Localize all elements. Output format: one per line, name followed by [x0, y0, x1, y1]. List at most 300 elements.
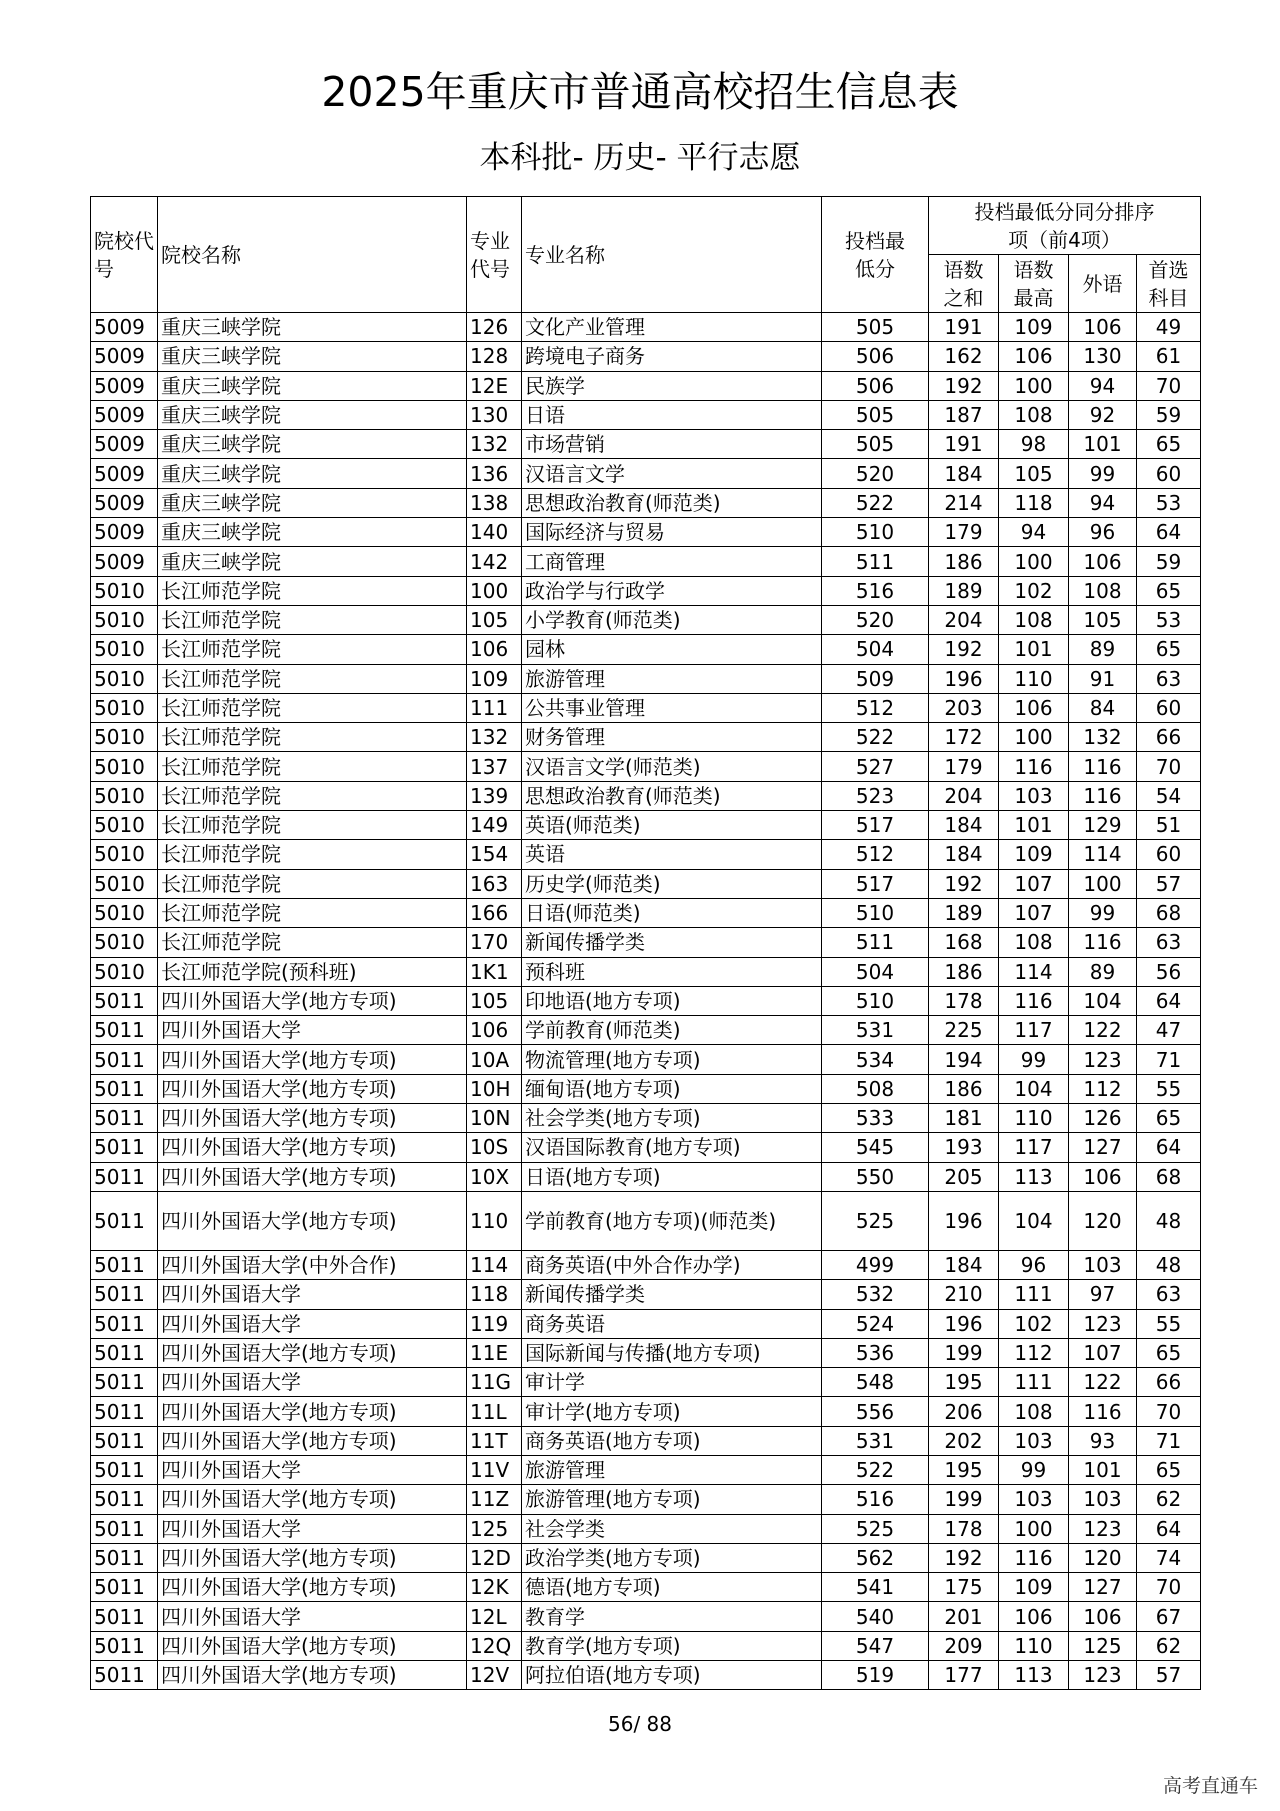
- cell-chinese-math-max: 100: [999, 547, 1069, 576]
- cell-school-name: 四川外国语大学(地方专项): [158, 1045, 467, 1074]
- cell-chinese-math-max: 110: [999, 1631, 1069, 1660]
- table-row: [91, 488, 1201, 517]
- cell-major-code: 10S: [467, 1133, 522, 1162]
- cell-first-subject: 56: [1137, 957, 1201, 986]
- cell-min-score: 520: [822, 605, 929, 634]
- table-row: [91, 1514, 1201, 1543]
- cell-major-name: 社会学类: [522, 1514, 822, 1543]
- table-row: [91, 605, 1201, 634]
- cell-chinese-math-sum: 199: [929, 1338, 999, 1367]
- cell-major-name: 国际经济与贸易: [522, 518, 822, 547]
- cell-min-score: 534: [822, 1045, 929, 1074]
- cell-min-score: 525: [822, 1191, 929, 1250]
- cell-chinese-math-sum: 196: [929, 1309, 999, 1338]
- cell-chinese-math-sum: 193: [929, 1133, 999, 1162]
- cell-min-score: 531: [822, 1426, 929, 1455]
- cell-min-score: 505: [822, 400, 929, 429]
- table-row: [91, 986, 1201, 1015]
- header-foreign-language: 外语: [1069, 255, 1137, 313]
- cell-school-code: 5011: [91, 986, 158, 1015]
- cell-school-code: 5011: [91, 1162, 158, 1191]
- cell-first-subject: 51: [1137, 811, 1201, 840]
- cell-chinese-math-max: 103: [999, 781, 1069, 810]
- cell-major-name: 商务英语(地方专项): [522, 1426, 822, 1455]
- table-row: [91, 1280, 1201, 1309]
- cell-chinese-math-sum: 199: [929, 1485, 999, 1514]
- cell-foreign-language: 91: [1069, 664, 1137, 693]
- cell-chinese-math-max: 106: [999, 342, 1069, 371]
- cell-school-name: 重庆三峡学院: [158, 400, 467, 429]
- header-min-score: 投档最低分: [822, 197, 929, 313]
- cell-chinese-math-max: 110: [999, 664, 1069, 693]
- header-school-name: 院校名称: [158, 197, 467, 313]
- cell-first-subject: 48: [1137, 1250, 1201, 1279]
- admission-table: [90, 196, 1201, 1690]
- cell-major-name: 财务管理: [522, 723, 822, 752]
- cell-foreign-language: 125: [1069, 1631, 1137, 1660]
- cell-chinese-math-sum: 184: [929, 811, 999, 840]
- cell-major-code: 126: [467, 313, 522, 342]
- cell-min-score: 508: [822, 1074, 929, 1103]
- cell-foreign-language: 84: [1069, 693, 1137, 722]
- cell-chinese-math-sum: 177: [929, 1661, 999, 1690]
- cell-major-code: 12L: [467, 1602, 522, 1631]
- table-row: [91, 1543, 1201, 1572]
- cell-first-subject: 53: [1137, 488, 1201, 517]
- cell-major-code: 10H: [467, 1074, 522, 1103]
- cell-min-score: 536: [822, 1338, 929, 1367]
- cell-foreign-language: 126: [1069, 1104, 1137, 1133]
- cell-school-code: 5011: [91, 1074, 158, 1103]
- table-row: [91, 1573, 1201, 1602]
- cell-chinese-math-max: 104: [999, 1074, 1069, 1103]
- cell-chinese-math-sum: 178: [929, 1514, 999, 1543]
- cell-chinese-math-max: 102: [999, 1309, 1069, 1338]
- cell-school-name: 四川外国语大学(地方专项): [158, 1543, 467, 1572]
- cell-chinese-math-sum: 201: [929, 1602, 999, 1631]
- table-row: [91, 723, 1201, 752]
- header-first-subject: 首选科目: [1137, 255, 1201, 313]
- cell-first-subject: 64: [1137, 1133, 1201, 1162]
- cell-foreign-language: 114: [1069, 840, 1137, 869]
- cell-school-code: 5011: [91, 1573, 158, 1602]
- cell-foreign-language: 106: [1069, 1162, 1137, 1191]
- cell-foreign-language: 116: [1069, 928, 1137, 957]
- cell-school-name: 四川外国语大学: [158, 1514, 467, 1543]
- cell-min-score: 533: [822, 1104, 929, 1133]
- cell-major-name: 英语: [522, 840, 822, 869]
- cell-min-score: 562: [822, 1543, 929, 1572]
- cell-major-name: 德语(地方专项): [522, 1573, 822, 1602]
- cell-foreign-language: 108: [1069, 576, 1137, 605]
- table-row: [91, 459, 1201, 488]
- cell-chinese-math-sum: 175: [929, 1573, 999, 1602]
- cell-major-code: 110: [467, 1191, 522, 1250]
- cell-foreign-language: 123: [1069, 1661, 1137, 1690]
- cell-min-score: 523: [822, 781, 929, 810]
- cell-foreign-language: 103: [1069, 1250, 1137, 1279]
- cell-school-name: 四川外国语大学(地方专项): [158, 1573, 467, 1602]
- table-row: [91, 1309, 1201, 1338]
- cell-chinese-math-sum: 195: [929, 1455, 999, 1484]
- cell-chinese-math-max: 101: [999, 635, 1069, 664]
- cell-min-score: 511: [822, 547, 929, 576]
- cell-chinese-math-max: 107: [999, 869, 1069, 898]
- cell-min-score: 511: [822, 928, 929, 957]
- cell-min-score: 556: [822, 1397, 929, 1426]
- cell-school-code: 5010: [91, 840, 158, 869]
- cell-chinese-math-sum: 191: [929, 430, 999, 459]
- cell-min-score: 545: [822, 1133, 929, 1162]
- table-row: [91, 430, 1201, 459]
- cell-min-score: 525: [822, 1514, 929, 1543]
- cell-school-code: 5011: [91, 1104, 158, 1133]
- cell-chinese-math-max: 106: [999, 693, 1069, 722]
- table-row: [91, 693, 1201, 722]
- cell-school-name: 长江师范学院: [158, 752, 467, 781]
- table-row: [91, 840, 1201, 869]
- cell-school-code: 5010: [91, 605, 158, 634]
- page-title: 2025年重庆市普通高校招生信息表: [321, 68, 959, 116]
- cell-major-code: 106: [467, 635, 522, 664]
- cell-first-subject: 67: [1137, 1602, 1201, 1631]
- cell-min-score: 531: [822, 1016, 929, 1045]
- cell-first-subject: 66: [1137, 1368, 1201, 1397]
- table-row: [91, 1162, 1201, 1191]
- cell-major-code: 109: [467, 664, 522, 693]
- table-row: [91, 547, 1201, 576]
- cell-school-code: 5011: [91, 1309, 158, 1338]
- header-chinese-math-max: 语数最高: [999, 255, 1069, 313]
- cell-major-name: 教育学(地方专项): [522, 1631, 822, 1660]
- table-row: [91, 1485, 1201, 1514]
- cell-chinese-math-sum: 192: [929, 1543, 999, 1572]
- header-school-code: 院校代号: [91, 197, 158, 313]
- cell-major-code: 137: [467, 752, 522, 781]
- table-row: [91, 1338, 1201, 1367]
- cell-school-code: 5009: [91, 459, 158, 488]
- cell-major-code: 10X: [467, 1162, 522, 1191]
- cell-school-name: 四川外国语大学: [158, 1280, 467, 1309]
- cell-major-code: 114: [467, 1250, 522, 1279]
- cell-first-subject: 48: [1137, 1191, 1201, 1250]
- cell-chinese-math-max: 110: [999, 1104, 1069, 1133]
- cell-school-code: 5011: [91, 1045, 158, 1074]
- cell-school-name: 长江师范学院(预科班): [158, 957, 467, 986]
- cell-first-subject: 63: [1137, 1280, 1201, 1309]
- cell-major-name: 园林: [522, 635, 822, 664]
- cell-min-score: 522: [822, 723, 929, 752]
- cell-chinese-math-sum: 162: [929, 342, 999, 371]
- cell-foreign-language: 123: [1069, 1514, 1137, 1543]
- cell-min-score: 506: [822, 371, 929, 400]
- cell-chinese-math-sum: 196: [929, 664, 999, 693]
- page-subtitle: 本科批- 历史- 平行志愿: [479, 140, 801, 176]
- cell-school-code: 5010: [91, 869, 158, 898]
- cell-chinese-math-max: 118: [999, 488, 1069, 517]
- cell-chinese-math-sum: 202: [929, 1426, 999, 1455]
- cell-major-code: 11Z: [467, 1485, 522, 1514]
- cell-first-subject: 70: [1137, 1573, 1201, 1602]
- table-row: [91, 1045, 1201, 1074]
- cell-major-code: 12Q: [467, 1631, 522, 1660]
- cell-foreign-language: 105: [1069, 605, 1137, 634]
- cell-min-score: 547: [822, 1631, 929, 1660]
- cell-first-subject: 71: [1137, 1426, 1201, 1455]
- cell-first-subject: 62: [1137, 1631, 1201, 1660]
- cell-foreign-language: 116: [1069, 781, 1137, 810]
- cell-major-name: 小学教育(师范类): [522, 605, 822, 634]
- table-row: [91, 664, 1201, 693]
- cell-major-name: 英语(师范类): [522, 811, 822, 840]
- cell-chinese-math-max: 103: [999, 1426, 1069, 1455]
- cell-major-code: 118: [467, 1280, 522, 1309]
- cell-major-code: 105: [467, 986, 522, 1015]
- cell-first-subject: 65: [1137, 576, 1201, 605]
- cell-chinese-math-sum: 192: [929, 371, 999, 400]
- cell-chinese-math-max: 102: [999, 576, 1069, 605]
- cell-min-score: 504: [822, 957, 929, 986]
- cell-chinese-math-max: 94: [999, 518, 1069, 547]
- table-row: [91, 1368, 1201, 1397]
- cell-first-subject: 65: [1137, 1455, 1201, 1484]
- cell-min-score: 522: [822, 1455, 929, 1484]
- cell-school-code: 5011: [91, 1485, 158, 1514]
- table-body: [91, 313, 1201, 1690]
- table-row: [91, 1455, 1201, 1484]
- cell-major-code: 10A: [467, 1045, 522, 1074]
- cell-foreign-language: 101: [1069, 430, 1137, 459]
- cell-first-subject: 49: [1137, 313, 1201, 342]
- cell-min-score: 512: [822, 693, 929, 722]
- table-row: [91, 371, 1201, 400]
- cell-foreign-language: 96: [1069, 518, 1137, 547]
- cell-major-code: 142: [467, 547, 522, 576]
- cell-min-score: 550: [822, 1162, 929, 1191]
- cell-school-name: 长江师范学院: [158, 605, 467, 634]
- cell-chinese-math-sum: 178: [929, 986, 999, 1015]
- cell-chinese-math-sum: 195: [929, 1368, 999, 1397]
- cell-school-name: 长江师范学院: [158, 811, 467, 840]
- table-row: [91, 781, 1201, 810]
- cell-major-code: 12E: [467, 371, 522, 400]
- cell-school-code: 5011: [91, 1661, 158, 1690]
- cell-first-subject: 60: [1137, 459, 1201, 488]
- cell-first-subject: 55: [1137, 1074, 1201, 1103]
- cell-chinese-math-sum: 189: [929, 898, 999, 927]
- cell-first-subject: 65: [1137, 430, 1201, 459]
- cell-major-name: 民族学: [522, 371, 822, 400]
- cell-major-code: 1K1: [467, 957, 522, 986]
- cell-min-score: 540: [822, 1602, 929, 1631]
- cell-foreign-language: 112: [1069, 1074, 1137, 1103]
- cell-foreign-language: 97: [1069, 1280, 1137, 1309]
- cell-major-name: 日语(师范类): [522, 898, 822, 927]
- cell-school-code: 5011: [91, 1397, 158, 1426]
- cell-school-name: 四川外国语大学: [158, 1016, 467, 1045]
- cell-school-name: 四川外国语大学(地方专项): [158, 1426, 467, 1455]
- cell-first-subject: 64: [1137, 518, 1201, 547]
- cell-chinese-math-max: 112: [999, 1338, 1069, 1367]
- cell-chinese-math-max: 106: [999, 1602, 1069, 1631]
- cell-min-score: 504: [822, 635, 929, 664]
- cell-major-name: 政治学与行政学: [522, 576, 822, 605]
- cell-foreign-language: 89: [1069, 957, 1137, 986]
- cell-school-name: 重庆三峡学院: [158, 488, 467, 517]
- cell-major-code: 132: [467, 430, 522, 459]
- cell-major-code: 149: [467, 811, 522, 840]
- cell-school-code: 5011: [91, 1280, 158, 1309]
- cell-major-name: 旅游管理: [522, 1455, 822, 1484]
- cell-foreign-language: 107: [1069, 1338, 1137, 1367]
- cell-min-score: 505: [822, 430, 929, 459]
- cell-school-name: 重庆三峡学院: [158, 313, 467, 342]
- cell-chinese-math-max: 100: [999, 1514, 1069, 1543]
- cell-chinese-math-sum: 225: [929, 1016, 999, 1045]
- cell-school-name: 四川外国语大学(中外合作): [158, 1250, 467, 1279]
- cell-min-score: 512: [822, 840, 929, 869]
- cell-chinese-math-sum: 210: [929, 1280, 999, 1309]
- cell-school-name: 长江师范学院: [158, 723, 467, 752]
- cell-first-subject: 60: [1137, 840, 1201, 869]
- cell-min-score: 510: [822, 898, 929, 927]
- cell-school-code: 5011: [91, 1191, 158, 1250]
- cell-major-code: 11T: [467, 1426, 522, 1455]
- header-chinese-math-sum: 语数之和: [929, 255, 999, 313]
- table-row: [91, 1426, 1201, 1455]
- cell-school-name: 四川外国语大学(地方专项): [158, 1191, 467, 1250]
- cell-school-code: 5011: [91, 1368, 158, 1397]
- cell-school-name: 四川外国语大学: [158, 1368, 467, 1397]
- cell-school-code: 5011: [91, 1543, 158, 1572]
- cell-first-subject: 65: [1137, 1338, 1201, 1367]
- cell-major-name: 新闻传播学类: [522, 928, 822, 957]
- cell-first-subject: 64: [1137, 1514, 1201, 1543]
- cell-min-score: 506: [822, 342, 929, 371]
- table-row: [91, 400, 1201, 429]
- cell-school-name: 长江师范学院: [158, 664, 467, 693]
- cell-foreign-language: 94: [1069, 371, 1137, 400]
- cell-first-subject: 71: [1137, 1045, 1201, 1074]
- cell-first-subject: 64: [1137, 986, 1201, 1015]
- cell-major-name: 社会学类(地方专项): [522, 1104, 822, 1133]
- cell-first-subject: 65: [1137, 635, 1201, 664]
- cell-major-code: 111: [467, 693, 522, 722]
- cell-foreign-language: 101: [1069, 1455, 1137, 1484]
- cell-major-name: 汉语国际教育(地方专项): [522, 1133, 822, 1162]
- cell-chinese-math-max: 108: [999, 928, 1069, 957]
- cell-chinese-math-max: 116: [999, 752, 1069, 781]
- table-row: [91, 342, 1201, 371]
- table-row: [91, 928, 1201, 957]
- table-row: [91, 811, 1201, 840]
- cell-chinese-math-max: 100: [999, 723, 1069, 752]
- cell-first-subject: 59: [1137, 547, 1201, 576]
- cell-school-name: 四川外国语大学: [158, 1309, 467, 1338]
- cell-major-code: 138: [467, 488, 522, 517]
- cell-foreign-language: 103: [1069, 1485, 1137, 1514]
- cell-school-name: 重庆三峡学院: [158, 547, 467, 576]
- cell-school-name: 长江师范学院: [158, 576, 467, 605]
- page-number: 56/ 88: [608, 1712, 672, 1736]
- table-row: [91, 576, 1201, 605]
- cell-school-name: 长江师范学院: [158, 635, 467, 664]
- cell-major-code: 136: [467, 459, 522, 488]
- cell-first-subject: 68: [1137, 1162, 1201, 1191]
- cell-major-code: 132: [467, 723, 522, 752]
- cell-major-name: 旅游管理: [522, 664, 822, 693]
- cell-foreign-language: 116: [1069, 752, 1137, 781]
- cell-school-code: 5011: [91, 1455, 158, 1484]
- cell-major-name: 汉语言文学(师范类): [522, 752, 822, 781]
- cell-chinese-math-max: 103: [999, 1485, 1069, 1514]
- cell-chinese-math-sum: 206: [929, 1397, 999, 1426]
- table-row: [91, 898, 1201, 927]
- cell-school-code: 5009: [91, 430, 158, 459]
- cell-school-name: 长江师范学院: [158, 869, 467, 898]
- cell-chinese-math-sum: 179: [929, 752, 999, 781]
- cell-chinese-math-max: 117: [999, 1133, 1069, 1162]
- table-row: [91, 1631, 1201, 1660]
- cell-major-code: 10N: [467, 1104, 522, 1133]
- cell-chinese-math-max: 108: [999, 400, 1069, 429]
- cell-min-score: 527: [822, 752, 929, 781]
- cell-major-name: 国际新闻与传播(地方专项): [522, 1338, 822, 1367]
- cell-chinese-math-max: 116: [999, 1543, 1069, 1572]
- cell-school-name: 长江师范学院: [158, 898, 467, 927]
- cell-first-subject: 59: [1137, 400, 1201, 429]
- cell-school-name: 长江师范学院: [158, 781, 467, 810]
- cell-school-code: 5011: [91, 1631, 158, 1660]
- cell-chinese-math-sum: 191: [929, 313, 999, 342]
- cell-min-score: 517: [822, 811, 929, 840]
- cell-chinese-math-max: 96: [999, 1250, 1069, 1279]
- cell-min-score: 516: [822, 1485, 929, 1514]
- cell-major-name: 汉语言文学: [522, 459, 822, 488]
- cell-min-score: 548: [822, 1368, 929, 1397]
- cell-foreign-language: 100: [1069, 869, 1137, 898]
- cell-major-code: 128: [467, 342, 522, 371]
- cell-major-code: 139: [467, 781, 522, 810]
- cell-major-code: 119: [467, 1309, 522, 1338]
- cell-chinese-math-sum: 214: [929, 488, 999, 517]
- cell-first-subject: 57: [1137, 1661, 1201, 1690]
- cell-school-code: 5011: [91, 1250, 158, 1279]
- cell-major-name: 教育学: [522, 1602, 822, 1631]
- cell-chinese-math-sum: 186: [929, 1074, 999, 1103]
- cell-chinese-math-max: 109: [999, 840, 1069, 869]
- table-row: [91, 313, 1201, 342]
- cell-foreign-language: 123: [1069, 1045, 1137, 1074]
- cell-school-name: 重庆三峡学院: [158, 518, 467, 547]
- table-row: [91, 1250, 1201, 1279]
- cell-school-code: 5010: [91, 928, 158, 957]
- cell-foreign-language: 106: [1069, 313, 1137, 342]
- cell-chinese-math-max: 109: [999, 1573, 1069, 1602]
- cell-major-name: 旅游管理(地方专项): [522, 1485, 822, 1514]
- cell-major-name: 工商管理: [522, 547, 822, 576]
- cell-min-score: 510: [822, 518, 929, 547]
- cell-major-code: 125: [467, 1514, 522, 1543]
- cell-major-name: 新闻传播学类: [522, 1280, 822, 1309]
- cell-major-name: 公共事业管理: [522, 693, 822, 722]
- cell-first-subject: 47: [1137, 1016, 1201, 1045]
- cell-chinese-math-max: 116: [999, 986, 1069, 1015]
- cell-foreign-language: 132: [1069, 723, 1137, 752]
- cell-first-subject: 68: [1137, 898, 1201, 927]
- cell-chinese-math-sum: 181: [929, 1104, 999, 1133]
- cell-chinese-math-sum: 172: [929, 723, 999, 752]
